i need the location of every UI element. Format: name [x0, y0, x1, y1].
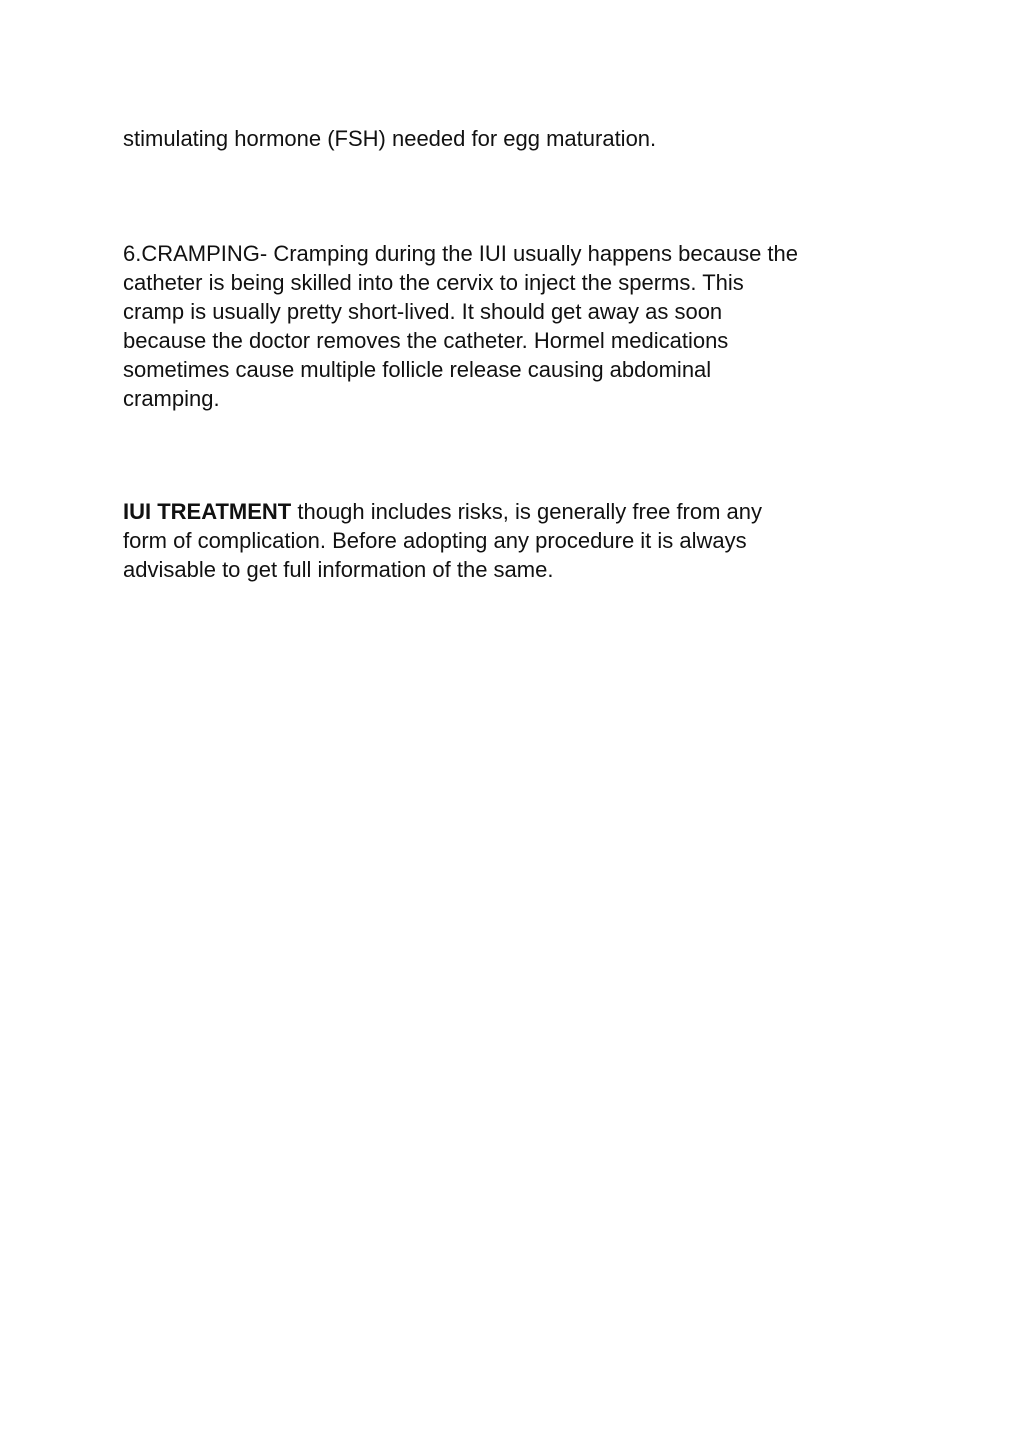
iui-treatment-text: though includes risks, is generally free from any form of complication. Before adopting any procedure it is always advisable to get full information of the same.	[123, 499, 763, 582]
paragraph-cramping: 6.CRAMPING- Cramping during the IUI usually happens because the catheter is being skilled into the cervix to inject the sperms. This cramp is usually pretty short-lived. It should get away as soon because the doctor removes the catheter. Hormel medications sometimes cause multiple follicle release causing abdominal cramping.	[123, 241, 799, 411]
paragraph-fsh-continuation: stimulating hormone (FSH) needed for egg maturation.	[123, 126, 657, 151]
iui-treatment-heading: IUI TREATMENT	[123, 499, 292, 524]
paragraph-iui-treatment	[123, 497, 913, 584]
